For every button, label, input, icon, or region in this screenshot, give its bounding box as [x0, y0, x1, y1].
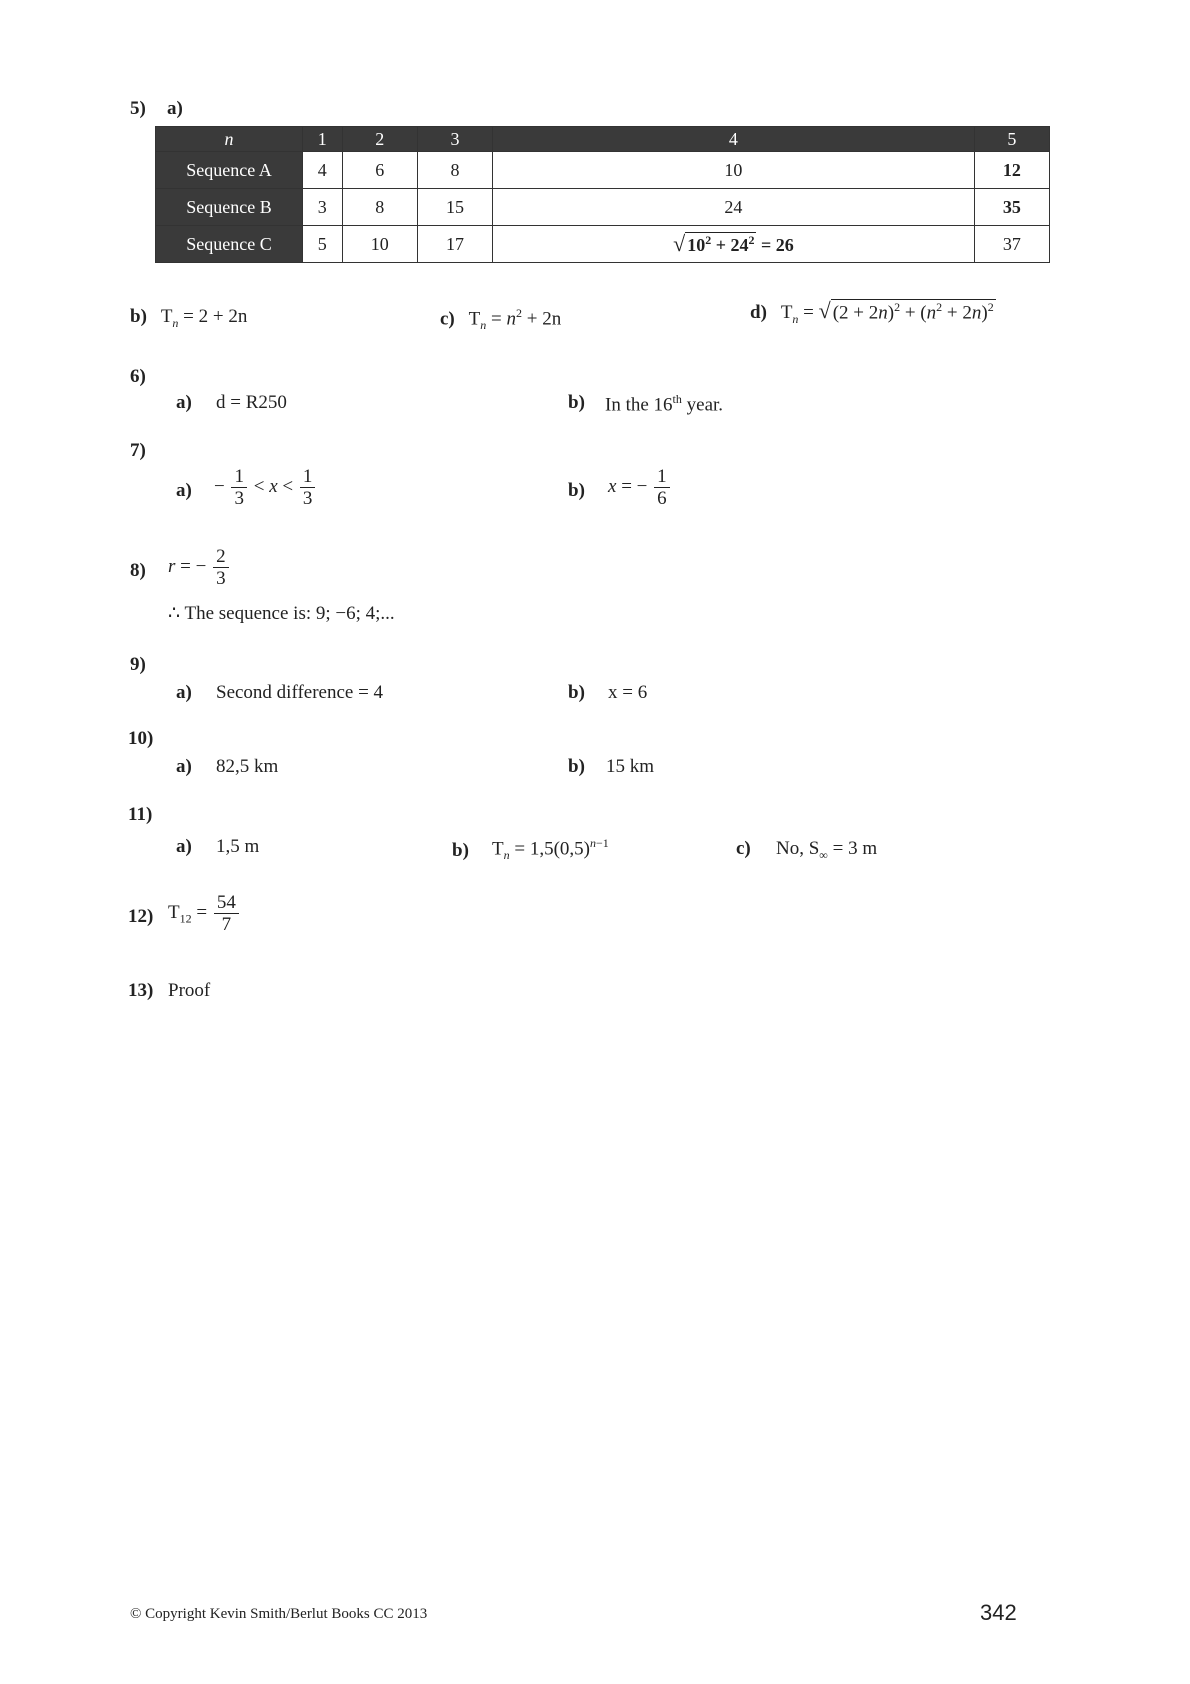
- q5c-answer: c) $T_n = n^2 + 2n$: [440, 306, 562, 333]
- q11b-label: b): [452, 840, 469, 861]
- table-header-cell: 5: [974, 127, 1049, 152]
- q12-number: 12): [128, 906, 154, 927]
- q10a-answer: 82,5 km: [216, 756, 279, 777]
- table-header-row: [156, 127, 1050, 152]
- q11a-answer: 1,5 m: [216, 836, 260, 857]
- q9-number: 9): [130, 654, 146, 675]
- table-cell: 37: [974, 226, 1049, 263]
- table-cell: 6: [342, 152, 417, 189]
- q6a-answer: d = R250: [216, 392, 287, 413]
- q11-number: 11): [128, 804, 153, 825]
- q5a-label: a): [167, 98, 183, 119]
- table-cell: 5: [303, 226, 343, 263]
- table-header-cell: 2: [342, 127, 417, 152]
- table-cell: 24: [493, 189, 975, 226]
- sequence-table: [155, 126, 1050, 263]
- table-cell: 17: [417, 226, 492, 263]
- copyright-footer: © Copyright Kevin Smith/Berlut Books CC 2013: [130, 1606, 428, 1622]
- table-header-cell: n: [156, 127, 303, 152]
- q7b-answer: x = − $\frac{1}{6}$: [608, 466, 672, 509]
- table-cell-sqrt: √ $10^2 + 24^2 = 26$: [493, 226, 975, 263]
- q6a-label: a): [176, 392, 192, 413]
- table-cell: 8: [342, 189, 417, 226]
- table-cell: 3: [303, 189, 343, 226]
- table-row: [156, 189, 1050, 226]
- table-cell: 10: [342, 226, 417, 263]
- q6b-label: b): [568, 392, 585, 413]
- row-label: Sequence B: [156, 189, 303, 226]
- q6b-answer: In the 16th year.: [605, 392, 724, 416]
- q9b-answer: x = 6: [608, 682, 648, 703]
- q5b-answer: b) $T_n = 2 + 2n$: [130, 306, 248, 330]
- q7a-answer: − $\frac{1}{3}$ < x < $\frac{1}{3}$: [214, 466, 317, 509]
- q13-answer: Proof: [168, 980, 211, 1001]
- table-row: [156, 226, 1050, 263]
- q11b-answer: $T_n = 1,5(0,5)^{n-1}$: [492, 836, 609, 863]
- q5d-answer: d) $T_n$ = √ $(2 + 2n)^2 + (n^2 + 2n)^2$: [750, 298, 994, 326]
- row-label: Sequence C: [156, 226, 303, 263]
- q8-sequence-line: ∴ The sequence is: 9; −6; 4;...: [168, 603, 395, 624]
- table-cell: 35: [974, 189, 1049, 226]
- q7b-label: b): [568, 480, 585, 501]
- table-cell: 8: [417, 152, 492, 189]
- q9a-answer: Second difference = 4: [216, 682, 384, 703]
- table-cell: 12: [974, 152, 1049, 189]
- table-header-cell: 1: [303, 127, 343, 152]
- q10-number: 10): [128, 728, 154, 749]
- q9a-label: a): [176, 682, 192, 703]
- q6-number: 6): [130, 366, 146, 387]
- table-header-cell: 4: [493, 127, 975, 152]
- q11c-label: c): [736, 838, 751, 859]
- table-header-cell: 3: [417, 127, 492, 152]
- q5-number: 5): [130, 98, 146, 119]
- q8-number: 8): [130, 560, 146, 581]
- q13-number: 13): [128, 980, 154, 1001]
- q7a-label: a): [176, 480, 192, 501]
- table-cell: 4: [303, 152, 343, 189]
- table-cell: 10: [493, 152, 975, 189]
- table-row: [156, 152, 1050, 189]
- table-cell: 15: [417, 189, 492, 226]
- q10a-label: a): [176, 756, 192, 777]
- q8-answer: r = − $\frac{2}{3}$: [168, 546, 231, 589]
- q9b-label: b): [568, 682, 585, 703]
- q12-answer: $T_{12}$ = $\frac{54}{7}$: [168, 892, 241, 935]
- page-number: 342: [980, 1600, 1017, 1625]
- row-label: Sequence A: [156, 152, 303, 189]
- q11a-label: a): [176, 836, 192, 857]
- q7-number: 7): [130, 440, 146, 461]
- q11c-answer: No, $S_\infty = 3$ m: [776, 838, 878, 862]
- q10b-label: b): [568, 756, 585, 777]
- q10b-answer: 15 km: [606, 756, 655, 777]
